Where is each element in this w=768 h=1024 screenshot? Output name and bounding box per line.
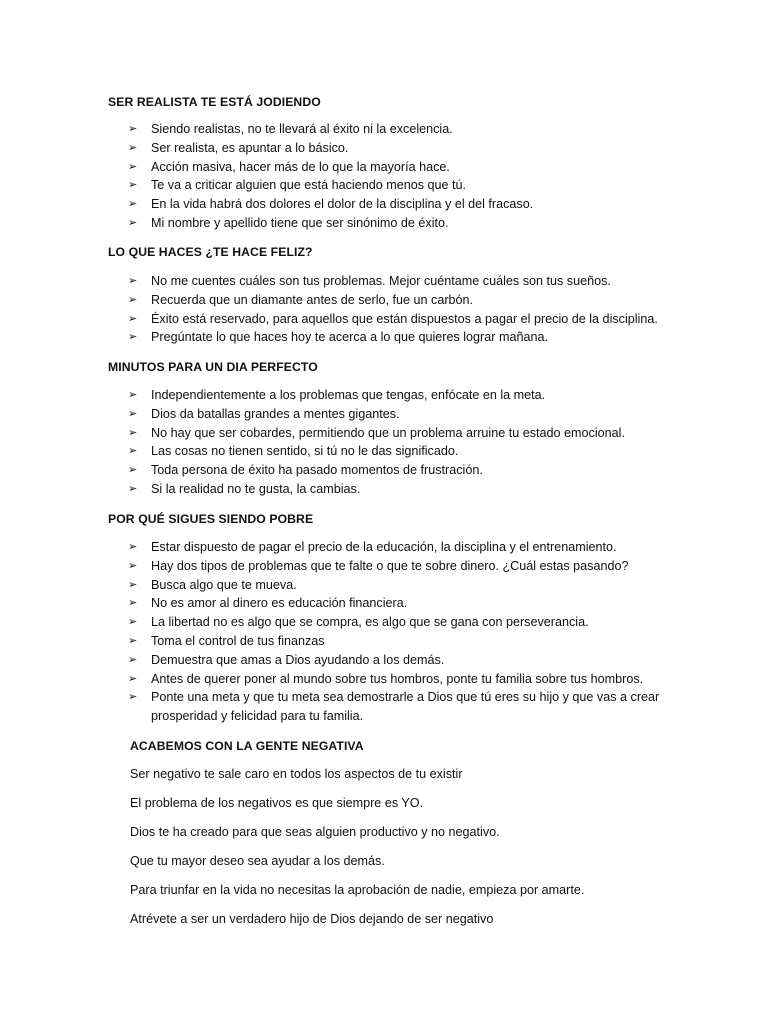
arrowhead-bullet-icon: ➢ [128,275,138,287]
paragraph: Que tu mayor deseo sea ayudar a los demás. [130,854,385,868]
arrowhead-bullet-icon: ➢ [128,426,138,439]
arrowhead-bullet-icon: ➢ [128,634,138,647]
arrowhead-bullet-icon: ➢ [128,331,138,344]
arrowhead-bullet-icon: ➢ [128,141,138,154]
arrowhead-bullet-icon: ➢ [128,407,138,420]
section-heading-5: ACABEMOS CON LA GENTE NEGATIVA [130,739,364,753]
arrowhead-bullet-icon: ➢ [128,464,138,477]
section-heading-1: SER REALISTA TE ESTÁ JODIENDO [108,95,321,109]
arrowhead-bullet-icon: ➢ [128,482,138,495]
arrowhead-bullet-icon: ➢ [128,541,138,553]
arrowhead-bullet-icon: ➢ [128,691,138,704]
arrowhead-bullet-icon: ➢ [128,216,138,229]
arrowhead-bullet-icon: ➢ [128,312,138,325]
section-heading-3: MINUTOS PARA UN DIA PERFECTO [108,360,318,374]
arrowhead-bullet-icon: ➢ [128,672,138,685]
section-heading-2: LO QUE HACES ¿TE HACE FELIZ? [108,245,313,259]
paragraph: Ser negativo te sale caro en todos los aspectos de tu existir [130,767,463,781]
arrowhead-bullet-icon: ➢ [128,597,138,610]
arrowhead-bullet-icon: ➢ [128,293,138,306]
arrowhead-bullet-icon: ➢ [128,389,138,401]
section-heading-4: POR QUÉ SIGUES SIENDO POBRE [108,512,314,526]
arrowhead-bullet-icon: ➢ [128,653,138,666]
arrowhead-bullet-icon: ➢ [128,160,138,173]
arrowhead-bullet-icon: ➢ [128,445,138,458]
paragraph: Atrévete a ser un verdadero hijo de Dios dejando de ser negativo [130,912,494,926]
arrowhead-bullet-icon: ➢ [128,123,138,135]
arrowhead-bullet-icon: ➢ [128,179,138,192]
paragraph: Para triunfar en la vida no necesitas la aprobación de nadie, empieza por amarte. [130,883,585,897]
arrowhead-bullet-icon: ➢ [128,616,138,629]
arrowhead-bullet-icon: ➢ [128,559,138,572]
arrowhead-bullet-icon: ➢ [128,578,138,591]
paragraph: Dios te ha creado para que seas alguien productivo y no negativo. [130,825,500,839]
document-page: SER REALISTA TE ESTÁ JODIENDO ➢ Siendo realistas, no te llevará al éxito ni la excelencia. ➢ Ser realista, es apuntar a lo básico. ➢ Acción masiva, hacer más de lo que la mayoría hace. ➢ Te va a criticar alguien que está haciendo menos que tú. ➢ En la vida habrá dos dolores el dolor de la disciplina y el del fracaso. ➢ Mi nombre y apellido tiene que ser sinónimo de éxito. LO QUE HACES ¿TE HACE FELIZ? ➢ No me cuentes cuáles son tus problemas. Mejor cuéntame cuáles son tus sueños. ➢ Recuerda que un diamante antes de serlo, fue un carbón. ➢ Éxito está reservado, para aquellos que están dispuestos a pagar el precio de la disciplina. ➢ Pregúntate lo que haces hoy te acerca a lo que quieres lograr mañana. MINUTOS PARA UN DIA PERFECTO ➢ Independientemente a los problemas que tengas, enfócate en la meta. ➢ Dios da batallas grandes a mentes gigantes. ➢ No hay que ser cobardes, permitiendo que un problema arruine tu estado emocional. ➢ Las cosas no tienen sentido, si tú no le das significado. ➢ Toda persona de éxito ha pasado momentos de frustración. ➢ Si la realidad no te gusta, la cambias. POR QUÉ SIGUES SIENDO POBRE ➢ Estar dispuesto de pagar el precio de la educación, la disciplina y el entrenamiento. ➢ Hay dos tipos de problemas que te falte o que te sobre dinero. ¿Cuál estas pasando? ➢ Busca algo que te mueva. ➢ No es amor al dinero es educación financiera. ➢ La libertad no es algo que se compra, es algo que se gana con perseverancia. ➢ Toma el control de tus finanzas ➢ Demuestra que amas a Dios ayudando a los demás. ➢ Antes de querer poner al mundo sobre tus hombros, ponte tu familia sobre tus hombros. ➢ Ponte una meta y que tu meta sea demostrarle a Dios que tú eres su hijo y que vas a crear prosperidad y felicidad para tu familia. ACABEMOS CON LA GENTE NEGATIVA Ser negativo te sale caro en todos los aspectos de tu existir El problema de los negativos es que siempre es YO. Dios te ha creado para que seas alguien productivo y no negativo. Que tu mayor deseo sea ayudar a los demás. Para triunfar en la vida no necesitas la aprobación de nadie, empieza por amarte. Atrévete a ser un verdadero hijo de Dios dejando de ser negativo [108,95,660,926]
paragraph: El problema de los negativos es que siempre es YO. [130,796,424,810]
arrowhead-bullet-icon: ➢ [128,198,138,211]
